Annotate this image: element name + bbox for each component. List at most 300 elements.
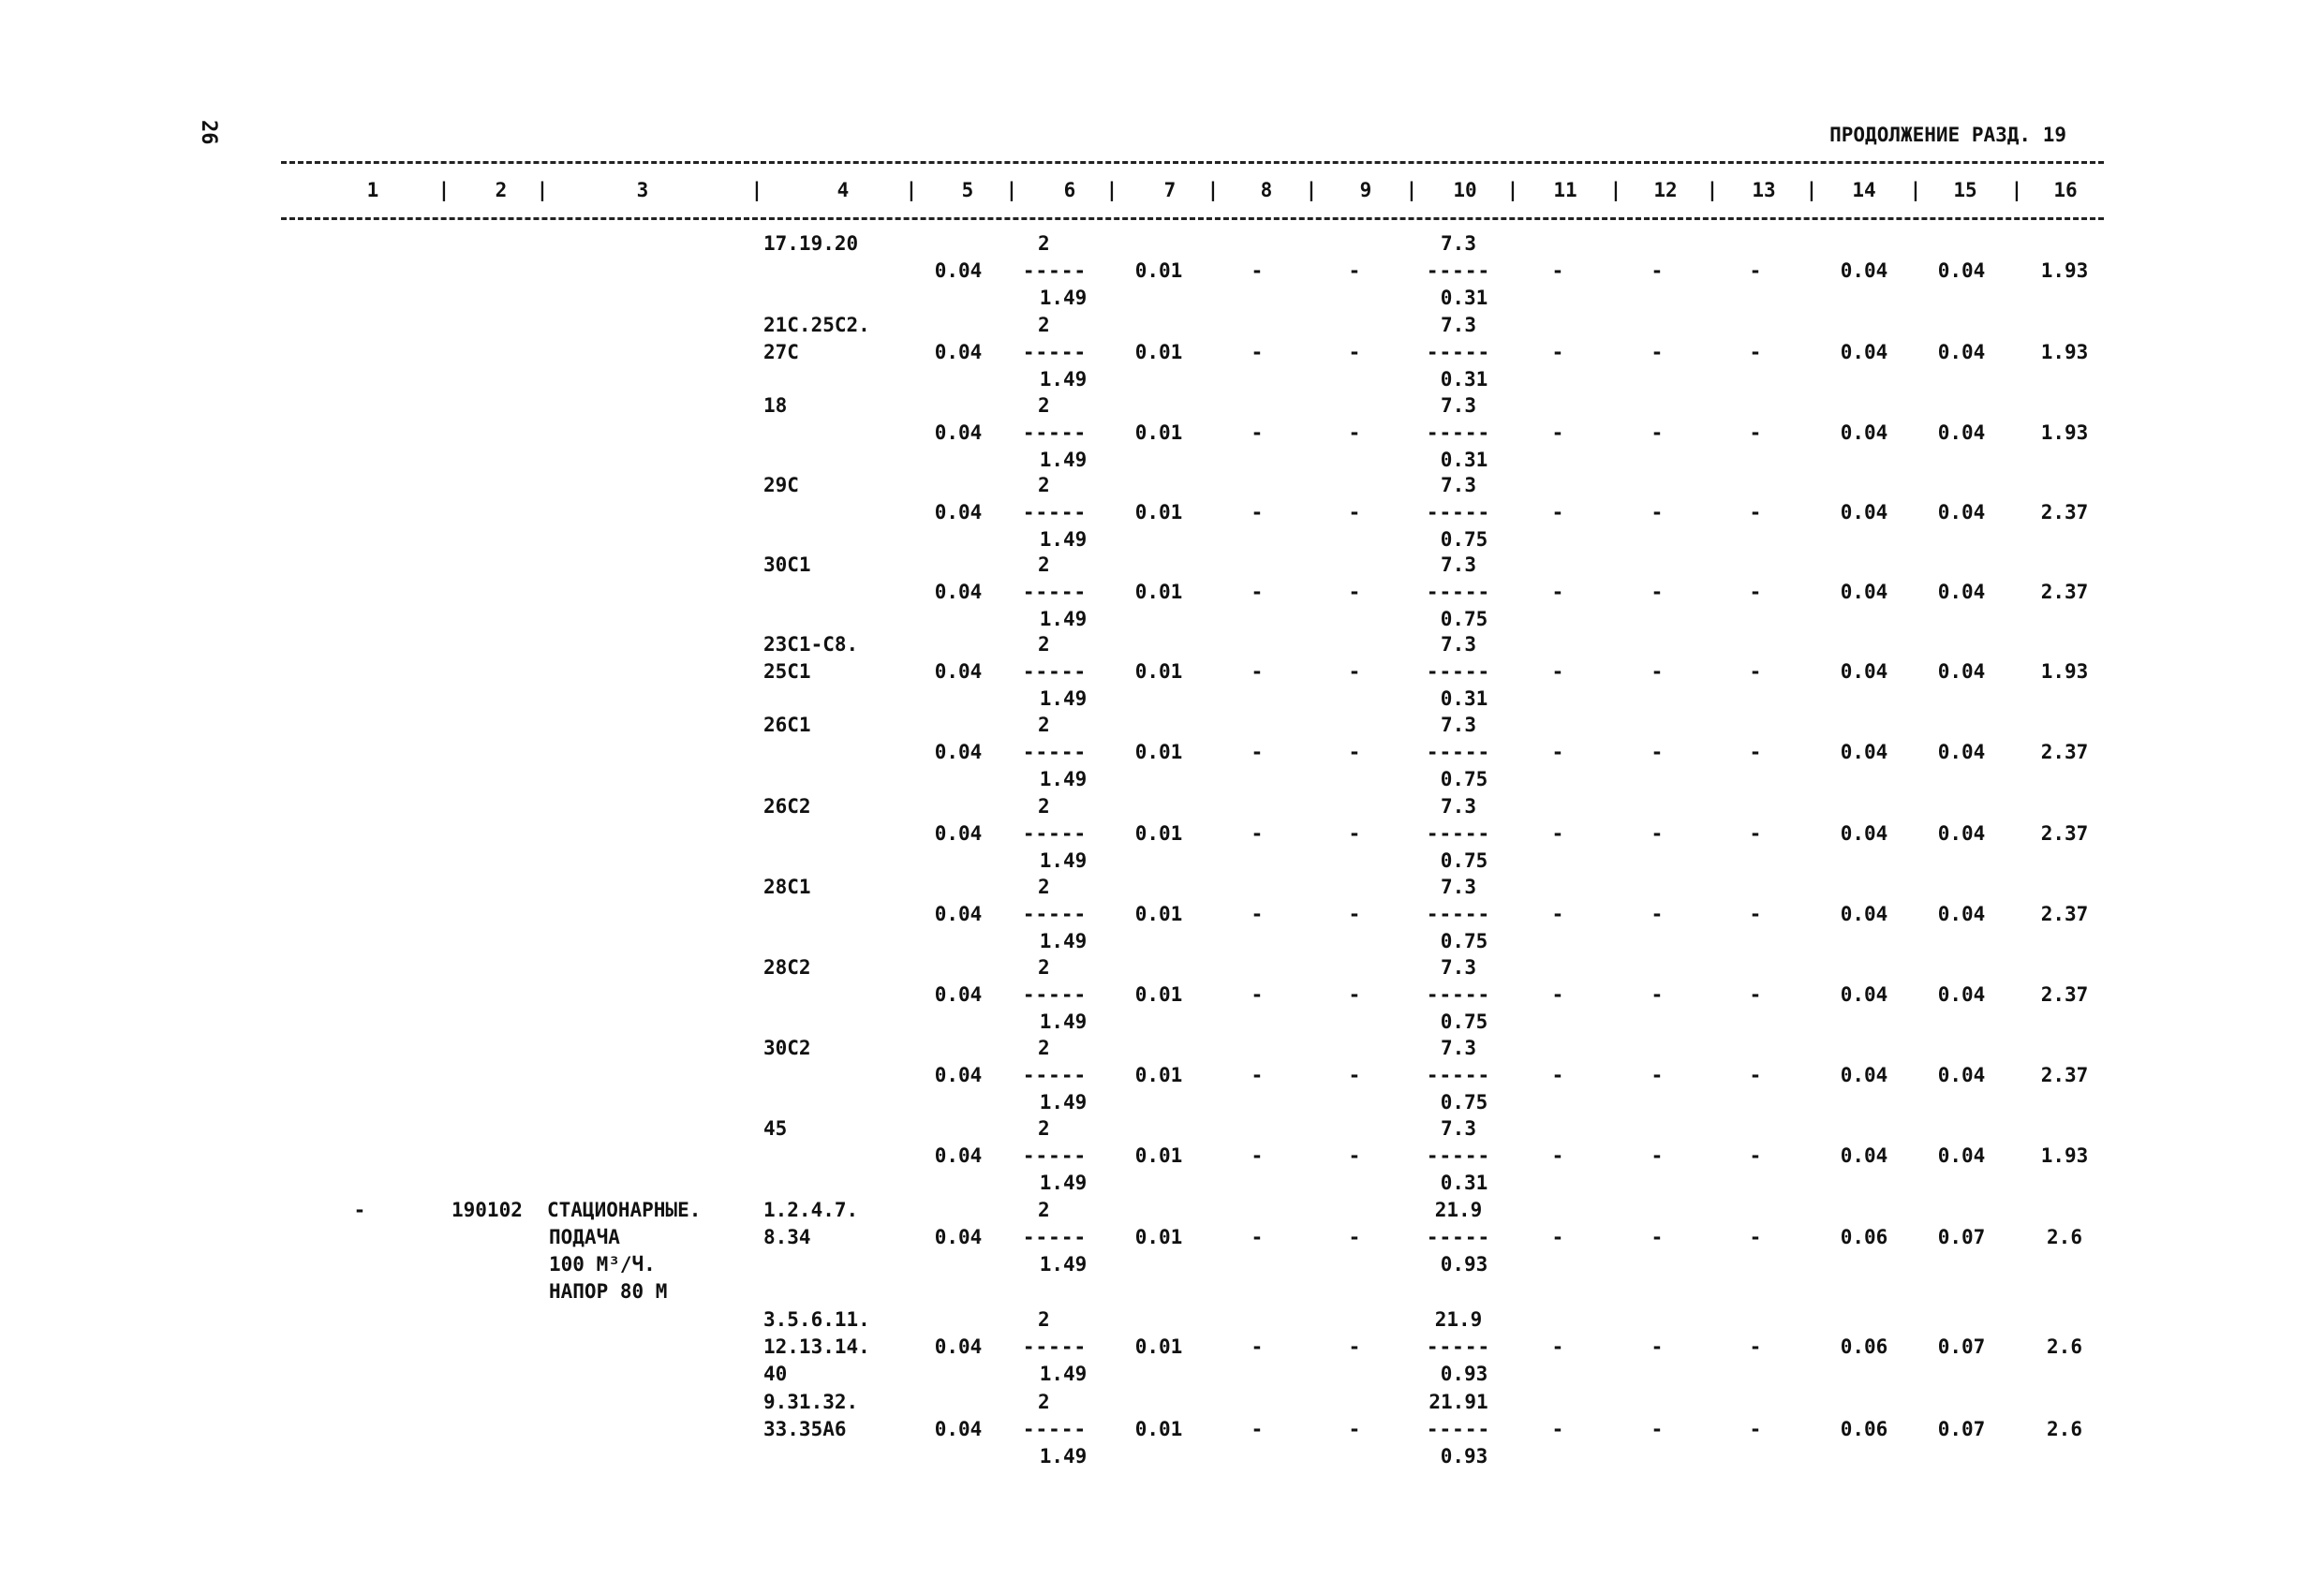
cell-col5: 0.04 — [934, 741, 983, 763]
column-header-8: 8 — [1260, 179, 1273, 201]
cell-col13: - — [1749, 581, 1762, 603]
cell-col16: 1.93 — [2040, 660, 2089, 683]
page-number: 26 — [197, 120, 220, 145]
cell-col7: 0.01 — [1134, 741, 1183, 763]
cell-col15: 0.04 — [1937, 741, 1986, 763]
cell-col10-numerator: 21.9 — [1434, 1199, 1483, 1221]
cell-col6-fraction-line: ----- — [1022, 1335, 1088, 1358]
cell-col14: 0.04 — [1840, 341, 1888, 363]
column-separator: | — [1909, 179, 1922, 201]
cell-col16: 2.6 — [2047, 1418, 2082, 1440]
cell-col6-denominator: 1.49 — [1039, 1010, 1088, 1033]
cell-col10-fraction-line: ----- — [1426, 259, 1491, 282]
cell-col4-line: 29C — [763, 474, 799, 496]
cell-col11: - — [1551, 421, 1564, 444]
cell-col8: - — [1251, 983, 1264, 1006]
cell-col14: 0.04 — [1840, 822, 1888, 845]
cell-col4-line: 30C1 — [763, 553, 811, 576]
cell-col4-line: 12.13.14. — [763, 1335, 870, 1358]
column-separator: | — [437, 179, 451, 201]
cell-col12: - — [1650, 1064, 1664, 1086]
cell-col10-fraction-line: ----- — [1426, 903, 1491, 925]
cell-col14: 0.04 — [1840, 259, 1888, 282]
cell-col6-fraction-line: ----- — [1022, 501, 1088, 524]
cell-col6-fraction-line: ----- — [1022, 421, 1088, 444]
cell-col14: 0.04 — [1840, 660, 1888, 683]
column-header-10: 10 — [1453, 179, 1477, 201]
cell-col14: 0.04 — [1840, 421, 1888, 444]
column-header-6: 6 — [1063, 179, 1076, 201]
column-separator: | — [905, 179, 918, 201]
cell-col6-denominator: 1.49 — [1039, 1363, 1088, 1385]
cell-col13: - — [1749, 660, 1762, 683]
cell-col6-fraction-line: ----- — [1022, 1226, 1088, 1248]
cell-col10-numerator: 21.91 — [1428, 1391, 1488, 1413]
cell-col4-line: 17.19.20 — [763, 232, 859, 255]
cell-col10-numerator: 7.3 — [1441, 394, 1476, 417]
cell-col3-line: ПОДАЧА — [549, 1226, 620, 1248]
cell-col8: - — [1251, 341, 1264, 363]
cell-col7: 0.01 — [1134, 341, 1183, 363]
column-separator: | — [1805, 179, 1818, 201]
cell-col8: - — [1251, 1144, 1264, 1167]
cell-col4-line: 26C1 — [763, 714, 811, 736]
cell-col10-numerator: 7.3 — [1441, 795, 1476, 818]
cell-col5: 0.04 — [934, 581, 983, 603]
cell-col4-line: 18 — [763, 394, 788, 417]
cell-col8: - — [1251, 581, 1264, 603]
cell-col8: - — [1251, 660, 1264, 683]
cell-col7: 0.01 — [1134, 1144, 1183, 1167]
cell-col9: - — [1348, 581, 1361, 603]
cell-col9: - — [1348, 903, 1361, 925]
cell-col9: - — [1348, 660, 1361, 683]
cell-col12: - — [1650, 341, 1664, 363]
cell-col12: - — [1650, 1226, 1664, 1248]
cell-col7: 0.01 — [1134, 501, 1183, 524]
column-header-4: 4 — [836, 179, 850, 201]
cell-col5: 0.04 — [934, 421, 983, 444]
cell-col15: 0.04 — [1937, 822, 1986, 845]
cell-col6-numerator: 2 — [1038, 553, 1050, 576]
column-separator: | — [1405, 179, 1418, 201]
cell-col9: - — [1348, 421, 1361, 444]
cell-col6-fraction-line: ----- — [1022, 822, 1088, 845]
cell-col8: - — [1251, 501, 1264, 524]
cell-col11: - — [1551, 341, 1564, 363]
cell-col10-numerator: 7.3 — [1441, 876, 1476, 898]
cell-col10-fraction-line: ----- — [1426, 741, 1491, 763]
cell-col15: 0.04 — [1937, 1144, 1986, 1167]
cell-col6-fraction-line: ----- — [1022, 903, 1088, 925]
cell-col6-denominator: 1.49 — [1039, 849, 1088, 872]
cell-col16: 2.37 — [2040, 822, 2089, 845]
cell-col6-denominator: 1.49 — [1039, 1172, 1088, 1194]
cell-col15: 0.07 — [1937, 1418, 1986, 1440]
cell-col12: - — [1650, 581, 1664, 603]
cell-col9: - — [1348, 741, 1361, 763]
cell-col10-fraction-line: ----- — [1426, 983, 1491, 1006]
cell-col11: - — [1551, 1418, 1564, 1440]
cell-col7: 0.01 — [1134, 1418, 1183, 1440]
cell-col16: 2.37 — [2040, 501, 2089, 524]
cell-col6-numerator: 2 — [1038, 795, 1050, 818]
column-header-16: 16 — [2053, 179, 2078, 201]
cell-col9: - — [1348, 1144, 1361, 1167]
cell-col6-numerator: 2 — [1038, 1391, 1050, 1413]
cell-col6-fraction-line: ----- — [1022, 741, 1088, 763]
cell-col8: - — [1251, 741, 1264, 763]
cell-col15: 0.04 — [1937, 341, 1986, 363]
cell-col6-numerator: 2 — [1038, 956, 1050, 979]
cell-col10-numerator: 7.3 — [1441, 1117, 1476, 1140]
cell-col5: 0.04 — [934, 822, 983, 845]
cell-col3-line: 100 М³/Ч. — [549, 1253, 656, 1276]
cell-col13: - — [1749, 1064, 1762, 1086]
cell-col6-numerator: 2 — [1038, 633, 1050, 656]
cell-col15: 0.04 — [1937, 581, 1986, 603]
column-header-11: 11 — [1553, 179, 1577, 201]
column-separator: | — [1609, 179, 1622, 201]
cell-col6-denominator: 1.49 — [1039, 528, 1088, 551]
cell-col14: 0.04 — [1840, 903, 1888, 925]
cell-col9: - — [1348, 341, 1361, 363]
cell-col9: - — [1348, 259, 1361, 282]
cell-col8: - — [1251, 1226, 1264, 1248]
cell-col7: 0.01 — [1134, 259, 1183, 282]
cell-col16: 2.6 — [2047, 1335, 2082, 1358]
cell-col6-fraction-line: ----- — [1022, 1144, 1088, 1167]
cell-col6-denominator: 1.49 — [1039, 368, 1088, 391]
cell-col15: 0.04 — [1937, 903, 1986, 925]
cell-col14: 0.04 — [1840, 741, 1888, 763]
cell-col15: 0.04 — [1937, 983, 1986, 1006]
cell-col10-denominator: 0.93 — [1440, 1363, 1488, 1385]
cell-col12: - — [1650, 501, 1664, 524]
cell-col6-fraction-line: ----- — [1022, 983, 1088, 1006]
cell-col4-line: 21C.25C2. — [763, 314, 870, 336]
cell-col4-line: 23C1-C8. — [763, 633, 859, 656]
cell-col10-denominator: 0.75 — [1440, 930, 1488, 952]
cell-col15: 0.04 — [1937, 421, 1986, 444]
cell-col6-fraction-line: ----- — [1022, 660, 1088, 683]
cell-col6-numerator: 2 — [1038, 1199, 1050, 1221]
cell-col11: - — [1551, 1144, 1564, 1167]
cell-col6-denominator: 1.49 — [1039, 1253, 1088, 1276]
cell-col4-line: 27C — [763, 341, 799, 363]
cell-col7: 0.01 — [1134, 1335, 1183, 1358]
cell-col16: 1.93 — [2040, 259, 2089, 282]
cell-col8: - — [1251, 1335, 1264, 1358]
cell-col8: - — [1251, 903, 1264, 925]
cell-col12: - — [1650, 421, 1664, 444]
cell-col6-denominator: 1.49 — [1039, 1445, 1088, 1468]
cell-col10-denominator: 0.31 — [1440, 287, 1488, 309]
cell-col11: - — [1551, 1335, 1564, 1358]
cell-col5: 0.04 — [934, 341, 983, 363]
cell-col6-denominator: 1.49 — [1039, 687, 1088, 710]
cell-col6-fraction-line: ----- — [1022, 1064, 1088, 1086]
cell-col9: - — [1348, 983, 1361, 1006]
cell-col9: - — [1348, 1064, 1361, 1086]
cell-col10-numerator: 7.3 — [1441, 553, 1476, 576]
cell-col10-numerator: 7.3 — [1441, 714, 1476, 736]
cell-col11: - — [1551, 822, 1564, 845]
cell-col6-denominator: 1.49 — [1039, 608, 1088, 630]
cell-col13: - — [1749, 903, 1762, 925]
cell-col10-denominator: 0.75 — [1440, 608, 1488, 630]
cell-col15: 0.04 — [1937, 259, 1986, 282]
cell-col10-numerator: 7.3 — [1441, 232, 1476, 255]
cell-col6-numerator: 2 — [1038, 876, 1050, 898]
cell-col8: - — [1251, 1064, 1264, 1086]
cell-col4-line: 26C2 — [763, 795, 811, 818]
cell-col10-fraction-line: ----- — [1426, 822, 1491, 845]
cell-col8: - — [1251, 822, 1264, 845]
cell-col7: 0.01 — [1134, 983, 1183, 1006]
cell-col14: 0.04 — [1840, 1144, 1888, 1167]
cell-col6-fraction-line: ----- — [1022, 259, 1088, 282]
column-header-1: 1 — [366, 179, 379, 201]
cell-col10-fraction-line: ----- — [1426, 341, 1491, 363]
cell-col6-numerator: 2 — [1038, 1037, 1050, 1059]
cell-col14: 0.06 — [1840, 1226, 1888, 1248]
column-separator: | — [1105, 179, 1118, 201]
cell-col6-numerator: 2 — [1038, 314, 1050, 336]
cell-col14: 0.04 — [1840, 501, 1888, 524]
cell-col10-fraction-line: ----- — [1426, 581, 1491, 603]
cell-col8: - — [1251, 421, 1264, 444]
cell-col5: 0.04 — [934, 1335, 983, 1358]
cell-col12: - — [1650, 983, 1664, 1006]
cell-col7: 0.01 — [1134, 1064, 1183, 1086]
column-separator: | — [1506, 179, 1519, 201]
cell-col12: - — [1650, 1144, 1664, 1167]
cell-col4-line: 9.31.32. — [763, 1391, 859, 1413]
cell-col6-denominator: 1.49 — [1039, 930, 1088, 952]
column-header-7: 7 — [1163, 179, 1177, 201]
cell-col14: 0.06 — [1840, 1335, 1888, 1358]
cell-col5: 0.04 — [934, 1064, 983, 1086]
cell-col8: - — [1251, 1418, 1264, 1440]
table-top-rule — [281, 161, 2104, 164]
cell-col6-numerator: 2 — [1038, 714, 1050, 736]
cell-col6-numerator: 2 — [1038, 232, 1050, 255]
cell-col16: 1.93 — [2040, 341, 2089, 363]
cell-col9: - — [1348, 1226, 1361, 1248]
cell-col4-line: 28C2 — [763, 956, 811, 979]
cell-col7: 0.01 — [1134, 660, 1183, 683]
column-header-9: 9 — [1359, 179, 1372, 201]
cell-col14: 0.04 — [1840, 1064, 1888, 1086]
column-separator: | — [1206, 179, 1220, 201]
column-separator: | — [2010, 179, 2023, 201]
cell-col10-fraction-line: ----- — [1426, 1144, 1491, 1167]
cell-col15: 0.07 — [1937, 1226, 1986, 1248]
cell-col13: - — [1749, 1335, 1762, 1358]
cell-col10-fraction-line: ----- — [1426, 1335, 1491, 1358]
cell-col13: - — [1749, 1144, 1762, 1167]
cell-col6-numerator: 2 — [1038, 474, 1050, 496]
cell-col7: 0.01 — [1134, 581, 1183, 603]
column-separator: | — [750, 179, 763, 201]
cell-col10-numerator: 7.3 — [1441, 633, 1476, 656]
cell-col5: 0.04 — [934, 660, 983, 683]
column-separator: | — [1706, 179, 1719, 201]
cell-col10-denominator: 0.31 — [1440, 1172, 1488, 1194]
cell-col5: 0.04 — [934, 1144, 983, 1167]
cell-col10-denominator: 0.31 — [1440, 687, 1488, 710]
cell-col10-denominator: 0.93 — [1440, 1253, 1488, 1276]
header-title: ПРОДОЛЖЕНИЕ РАЗД. 19 — [1829, 124, 2066, 146]
cell-col14: 0.04 — [1840, 581, 1888, 603]
cell-col14: 0.06 — [1840, 1418, 1888, 1440]
cell-col12: - — [1650, 1335, 1664, 1358]
cell-col6-denominator: 1.49 — [1039, 1091, 1088, 1114]
cell-col5: 0.04 — [934, 1226, 983, 1248]
cell-col14: 0.04 — [1840, 983, 1888, 1006]
column-header-13: 13 — [1752, 179, 1776, 201]
cell-col10-fraction-line: ----- — [1426, 1226, 1491, 1248]
cell-col3-line: СТАЦИОНАРНЫЕ. — [547, 1199, 702, 1221]
cell-col10-denominator: 0.75 — [1440, 849, 1488, 872]
cell-col5: 0.04 — [934, 983, 983, 1006]
cell-col16: 2.6 — [2047, 1226, 2082, 1248]
cell-col10-denominator: 0.31 — [1440, 368, 1488, 391]
cell-col9: - — [1348, 1418, 1361, 1440]
cell-col11: - — [1551, 501, 1564, 524]
cell-col10-denominator: 0.31 — [1440, 449, 1488, 471]
cell-col6-denominator: 1.49 — [1039, 768, 1088, 790]
cell-col13: - — [1749, 501, 1762, 524]
cell-col5: 0.04 — [934, 501, 983, 524]
cell-col10-fraction-line: ----- — [1426, 660, 1491, 683]
cell-col13: - — [1749, 822, 1762, 845]
cell-col11: - — [1551, 581, 1564, 603]
cell-col10-numerator: 7.3 — [1441, 1037, 1476, 1059]
cell-col10-numerator: 21.9 — [1434, 1308, 1483, 1331]
cell-col16: 1.93 — [2040, 421, 2089, 444]
cell-col4-line: 40 — [763, 1363, 788, 1385]
cell-col13: - — [1749, 421, 1762, 444]
cell-col6-numerator: 2 — [1038, 1117, 1050, 1140]
column-separator: | — [536, 179, 549, 201]
cell-col10-denominator: 0.75 — [1440, 1010, 1488, 1033]
cell-col4-line: 8.34 — [763, 1226, 811, 1248]
cell-col10-fraction-line: ----- — [1426, 501, 1491, 524]
cell-col13: - — [1749, 341, 1762, 363]
cell-col12: - — [1650, 1418, 1664, 1440]
cell-col10-fraction-line: ----- — [1426, 1064, 1491, 1086]
cell-col6-denominator: 1.49 — [1039, 449, 1088, 471]
cell-col11: - — [1551, 903, 1564, 925]
cell-col4-line: 30C2 — [763, 1037, 811, 1059]
cell-col15: 0.04 — [1937, 501, 1986, 524]
cell-col12: - — [1650, 903, 1664, 925]
cell-col11: - — [1551, 1226, 1564, 1248]
column-header-5: 5 — [961, 179, 974, 201]
cell-col4-line: 1.2.4.7. — [763, 1199, 859, 1221]
cell-col4-line: 25C1 — [763, 660, 811, 683]
cell-col16: 2.37 — [2040, 983, 2089, 1006]
cell-col13: - — [1749, 1418, 1762, 1440]
cell-col7: 0.01 — [1134, 1226, 1183, 1248]
cell-col10-numerator: 7.3 — [1441, 474, 1476, 496]
column-separator: | — [1305, 179, 1318, 201]
cell-col7: 0.01 — [1134, 421, 1183, 444]
cell-col6-fraction-line: ----- — [1022, 581, 1088, 603]
cell-col2: 190102 — [451, 1199, 523, 1221]
cell-col10-denominator: 0.93 — [1440, 1445, 1488, 1468]
cell-col10-fraction-line: ----- — [1426, 421, 1491, 444]
cell-col7: 0.01 — [1134, 903, 1183, 925]
cell-col9: - — [1348, 1335, 1361, 1358]
cell-col16: 2.37 — [2040, 903, 2089, 925]
cell-col4-line: 28C1 — [763, 876, 811, 898]
column-header-15: 15 — [1953, 179, 1977, 201]
cell-col5: 0.04 — [934, 259, 983, 282]
column-header-3: 3 — [636, 179, 649, 201]
cell-col15: 0.04 — [1937, 1064, 1986, 1086]
cell-col1: - — [353, 1199, 366, 1221]
cell-col10-numerator: 7.3 — [1441, 956, 1476, 979]
cell-col11: - — [1551, 983, 1564, 1006]
cell-col4-line: 45 — [763, 1117, 788, 1140]
cell-col3-line: НАПОР 80 М — [549, 1280, 668, 1303]
cell-col6-denominator: 1.49 — [1039, 287, 1088, 309]
cell-col12: - — [1650, 741, 1664, 763]
cell-col6-fraction-line: ----- — [1022, 341, 1088, 363]
cell-col10-denominator: 0.75 — [1440, 528, 1488, 551]
cell-col4-line: 33.35А6 — [763, 1418, 847, 1440]
cell-col4-line: 3.5.6.11. — [763, 1308, 870, 1331]
cell-col6-numerator: 2 — [1038, 394, 1050, 417]
cell-col7: 0.01 — [1134, 822, 1183, 845]
cell-col5: 0.04 — [934, 903, 983, 925]
cell-col11: - — [1551, 259, 1564, 282]
column-header-14: 14 — [1852, 179, 1876, 201]
cell-col5: 0.04 — [934, 1418, 983, 1440]
cell-col10-fraction-line: ----- — [1426, 1418, 1491, 1440]
cell-col6-fraction-line: ----- — [1022, 1418, 1088, 1440]
cell-col16: 1.93 — [2040, 1144, 2089, 1167]
cell-col16: 2.37 — [2040, 581, 2089, 603]
column-separator: | — [1005, 179, 1018, 201]
cell-col12: - — [1650, 660, 1664, 683]
cell-col12: - — [1650, 259, 1664, 282]
column-header-12: 12 — [1653, 179, 1678, 201]
cell-col11: - — [1551, 741, 1564, 763]
cell-col16: 2.37 — [2040, 741, 2089, 763]
cell-col6-numerator: 2 — [1038, 1308, 1050, 1331]
cell-col11: - — [1551, 660, 1564, 683]
table-header-rule — [281, 217, 2104, 220]
cell-col13: - — [1749, 983, 1762, 1006]
cell-col15: 0.04 — [1937, 660, 1986, 683]
cell-col13: - — [1749, 741, 1762, 763]
cell-col10-numerator: 7.3 — [1441, 314, 1476, 336]
cell-col8: - — [1251, 259, 1264, 282]
cell-col10-denominator: 0.75 — [1440, 768, 1488, 790]
cell-col15: 0.07 — [1937, 1335, 1986, 1358]
column-header-2: 2 — [495, 179, 508, 201]
cell-col13: - — [1749, 259, 1762, 282]
cell-col16: 2.37 — [2040, 1064, 2089, 1086]
cell-col9: - — [1348, 822, 1361, 845]
cell-col11: - — [1551, 1064, 1564, 1086]
cell-col13: - — [1749, 1226, 1762, 1248]
cell-col9: - — [1348, 501, 1361, 524]
